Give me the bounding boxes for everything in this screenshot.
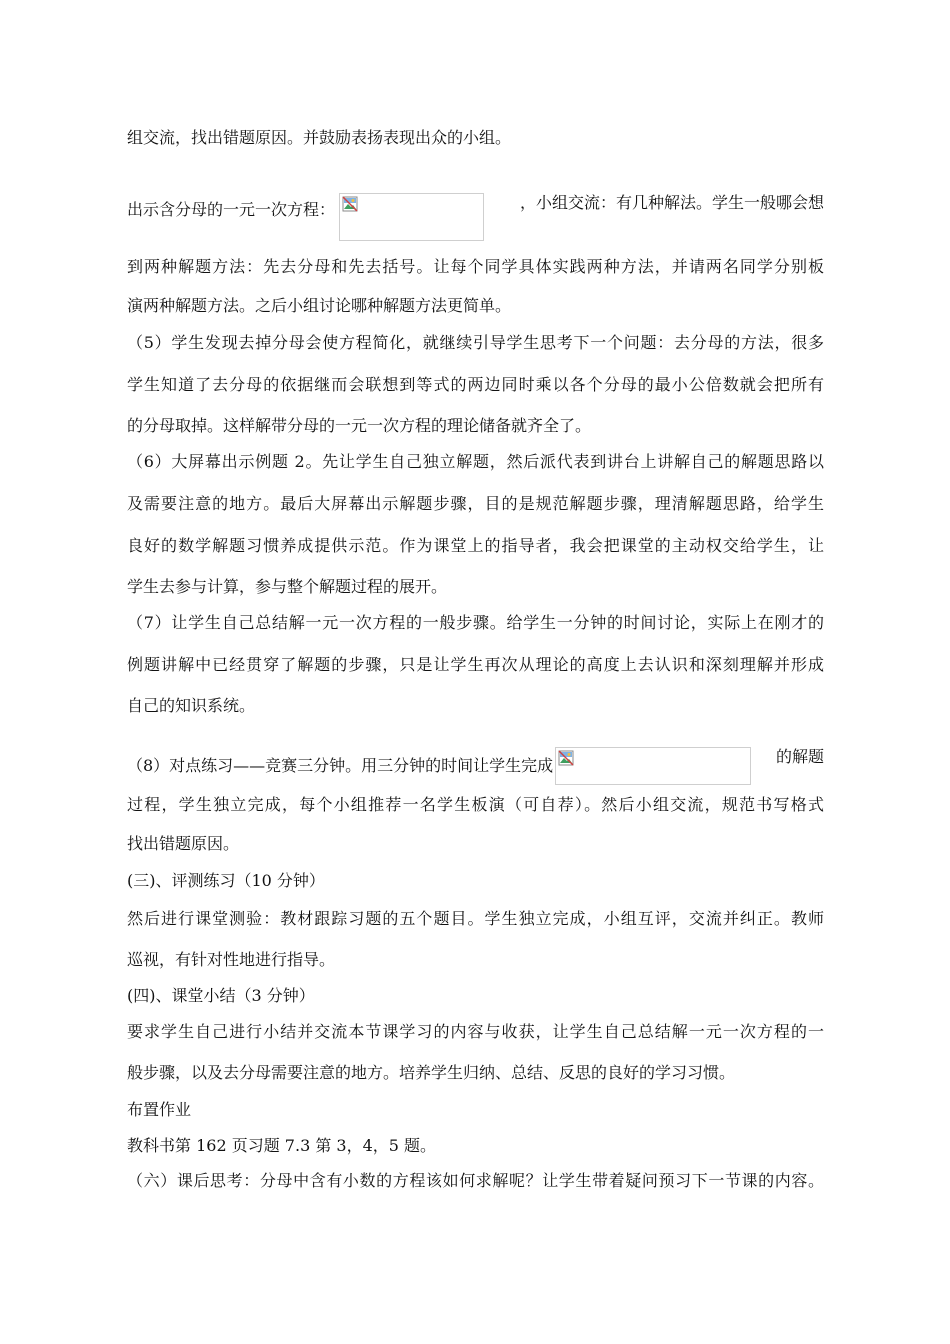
text-line: 般步骤，以及去分母需要注意的地方。培养学生归纳、总结、反思的良好的学习习惯。 (127, 1063, 736, 1082)
text-line: 组交流，找出错题原因。并鼓励表扬表现出众的小组。 (127, 128, 512, 147)
equation-image-placeholder (339, 193, 484, 241)
text-line: 巡视，有针对性地进行指导。 (127, 950, 336, 969)
text-line: 到两种解题方法：先去分母和先去括号。让每个同学具体实践两种方法，并请两名同学分别板 (127, 257, 824, 276)
text-segment: （8）对点练习——竞赛三分钟。用三分钟的时间让学生完成 (127, 756, 554, 775)
text-line: （7）让学生自己总结解一元一次方程的一般步骤。给学生一分钟的时间讨论，实际上在刚才的 (127, 613, 824, 632)
text-line: 良好的数学解题习惯养成提供示范。作为课堂上的指导者，我会把课堂的主动权交给学生，让 (127, 536, 824, 555)
text-line: 的分母取掉。这样解带分母的一元一次方程的理论储备就齐全了。 (127, 416, 592, 435)
text-line: 及需要注意的地方。最后大屏幕出示解题步骤，目的是规范解题步骤，理清解题思路，给学生 (127, 494, 824, 513)
text-line-with-image (127, 193, 824, 241)
text-line: 演两种解题方法。之后小组讨论哪种解题方法更简单。 (127, 296, 512, 315)
section-heading: (四)、课堂小结（3 分钟） (127, 986, 315, 1005)
text-line: （6）大屏幕出示例题 2。先让学生自己独立解题，然后派代表到讲台上讲解自己的解题思路以 (127, 452, 824, 471)
text-line: 找出错题原因。 (127, 834, 240, 853)
text-line: 学生去参与计算，参与整个解题过程的展开。 (127, 577, 448, 596)
text-line: （5）学生发现去掉分母会使方程简化，就继续引导学生思考下一个问题：去分母的方法，很多 (127, 333, 824, 352)
broken-image-icon (558, 750, 574, 766)
text-line: 然后进行课堂测验：教材跟踪习题的五个题目。学生独立完成，小组互评，交流并纠正。教师 (127, 909, 824, 928)
exercise-image-placeholder (555, 747, 751, 785)
section-heading: (三)、评测练习（10 分钟） (127, 871, 325, 890)
text-line: （六）课后思考：分母中含有小数的方程该如何求解呢？让学生带着疑问预习下一节课的内容。 (127, 1171, 824, 1190)
text-line: 例题讲解中已经贯穿了解题的步骤，只是让学生再次从理论的高度上去认识和深刻理解并形成 (127, 655, 824, 674)
text-segment: 的解题 (775, 747, 824, 766)
text-segment: 出示含分母的一元一次方程： (127, 200, 336, 219)
text-line-with-image (127, 747, 824, 785)
section-heading: 布置作业 (127, 1100, 192, 1119)
text-line: 教科书第 162 页习题 7.3 第 3，4，5 题。 (127, 1136, 437, 1155)
text-line: 过程，学生独立完成，每个小组推荐一名学生板演（可自荐）。然后小组交流，规范书写格式 (127, 795, 824, 814)
text-line: 学生知道了去分母的依据继而会联想到等式的两边同时乘以各个分母的最小公倍数就会把所有 (127, 375, 824, 394)
text-line: 自己的知识系统。 (127, 696, 256, 715)
text-line: 要求学生自己进行小结并交流本节课学习的内容与收获，让学生自己总结解一元一次方程的一 (127, 1022, 824, 1041)
broken-image-icon (342, 196, 358, 212)
text-segment: ，小组交流：有几种解法。学生一般哪会想 (519, 193, 824, 212)
